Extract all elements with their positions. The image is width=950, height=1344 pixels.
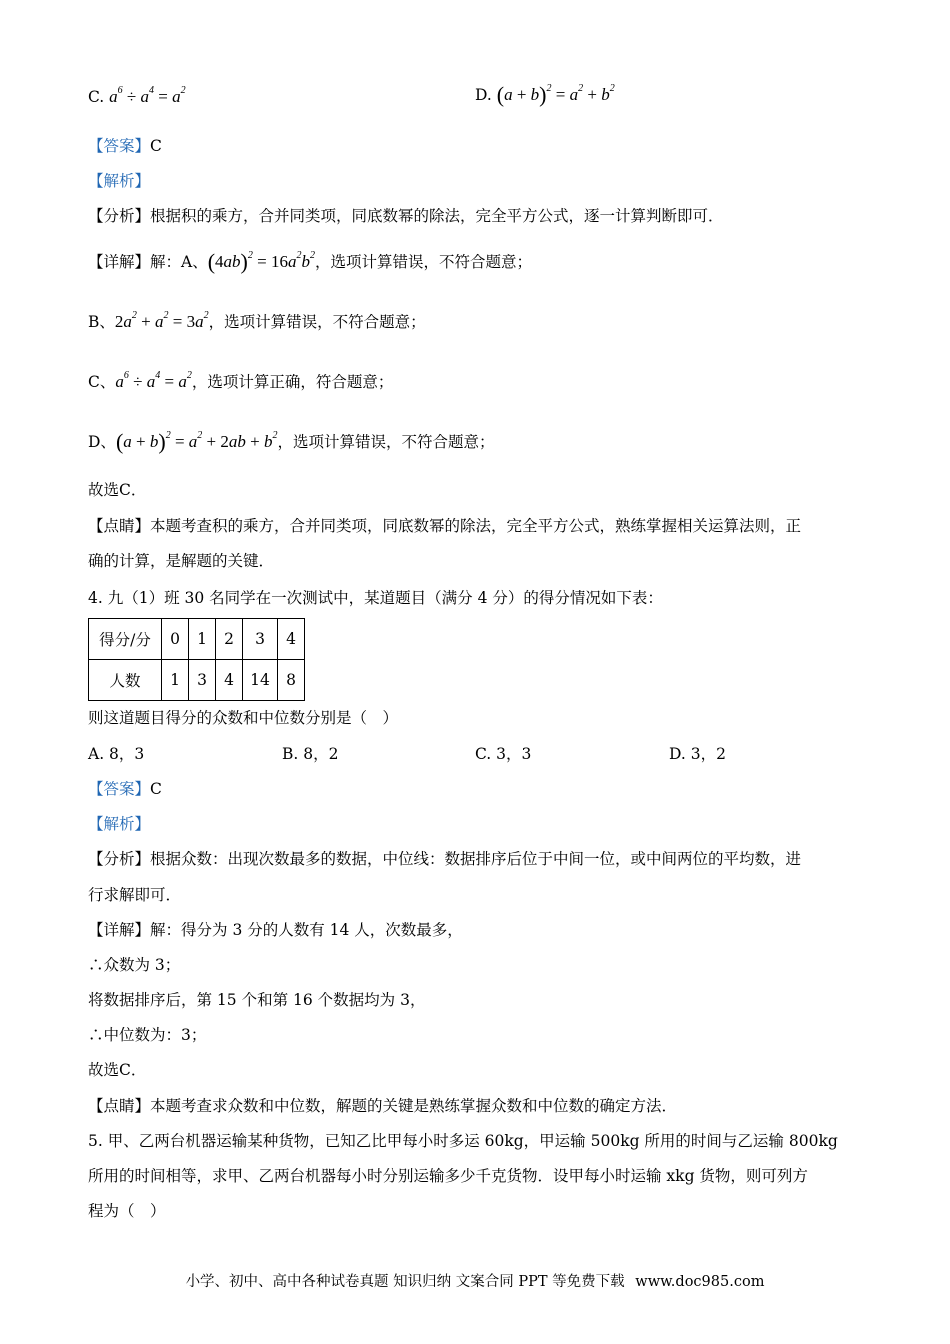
formula-detail-b: $2a^2 + a^2 = 3a^2$ <box>114 310 209 331</box>
table-cell: 4 <box>278 619 305 660</box>
table-cell: 8 <box>278 660 305 701</box>
q3-detail-d: D、$(a + b)^2 = a^2 + 2ab + b^2$，选项计算错误，不符合题意； <box>88 429 495 454</box>
formula-option-d: $(a + b)^2 = a^2 + b^2$ <box>496 82 615 107</box>
q4-detail-line2: ∴众数为 3； <box>88 956 181 974</box>
q3-fenxi: 【分析】根据积的乘方，合并同类项，同底数幂的除法，完全平方公式，逐一计算判断即可． <box>88 207 724 225</box>
q4-option-a: A. 8，3 <box>88 745 145 763</box>
q4-analysis-heading: 【解析】 <box>88 815 151 833</box>
q5-line1: 5. 甲、乙两台机器运输某种货物，已知乙比甲每小时多运 60kg，甲运输 500kg 所用的时间与乙运输 800kg <box>88 1132 838 1150</box>
answer-tag: 【答案】 <box>88 780 151 798</box>
formula-detail-a: $(4ab)^2 = 16a^2b^2$ <box>207 249 315 274</box>
table-cell: 1 <box>189 619 216 660</box>
q4-option-b: B. 8，2 <box>282 745 339 763</box>
table-cell: 2 <box>216 619 243 660</box>
score-table <box>88 618 305 701</box>
q3-detail-a: 【详解】解：A、$(4ab)^2 = 16a^2b^2$，选项计算错误，不符合题意； <box>88 249 532 274</box>
q3-detail-b: B、$2a^2 + a^2 = 3a^2$，选项计算错误，不符合题意； <box>88 310 426 331</box>
q3-comment-line1: 【点睛】本题考查积的乘方，合并同类项，同底数幂的除法，完全平方公式，熟练掌握相关运算法则，正 <box>88 517 802 535</box>
q4-comment: 【点睛】本题考查求众数和中位数，解题的关键是熟练掌握众数和中位数的确定方法． <box>88 1097 678 1115</box>
footer-link[interactable]: www.doc985.com <box>635 1274 765 1290</box>
footer-text: 小学、初中、高中各种试卷真题 知识归纳 文案合同 PPT 等免费下载 <box>185 1274 625 1290</box>
page-footer <box>0 1270 950 1291</box>
table-cell: 4 <box>216 660 243 701</box>
q4-detail-line1: 【详解】解：得分为 3 分的人数有 14 人，次数最多， <box>88 921 463 939</box>
q5-line3: 程为（ ） <box>88 1202 166 1220</box>
q4-stem: 4. 九（1）班 30 名同学在一次测试中，某道题目（满分 4 分）的得分情况如下表： <box>88 589 663 607</box>
q4-answer: 【答案】C <box>88 780 162 798</box>
q3-answer: 【答案】C <box>88 137 162 155</box>
formula-detail-c: $a^6 \div a^4 = a^2$ <box>115 370 192 391</box>
q4-detail-line4: ∴中位数为：3； <box>88 1026 207 1044</box>
q4-question: 则这道题目得分的众数和中位数分别是（ ） <box>88 709 399 727</box>
table-cell: 14 <box>243 660 278 701</box>
q4-option-c: C. 3，3 <box>475 745 532 763</box>
table-row <box>89 619 305 660</box>
q3-analysis-heading: 【解析】 <box>88 172 151 190</box>
q5-line2: 所用的时间相等，求甲、乙两台机器每小时分别运输多少千克货物．设甲每小时运输 xkg 货物，则可列方 <box>88 1167 808 1185</box>
q4-conclusion: 故选C． <box>88 1061 147 1079</box>
table-header-cell: 人数 <box>89 660 162 701</box>
q3-detail-c: C、$a^6 \div a^4 = a^2$，选项计算正确，符合题意； <box>88 370 394 391</box>
q3-comment-line2: 确的计算，是解题的关键． <box>88 552 275 570</box>
formula-option-c: $a^6 \div a^4 = a^2$ <box>109 85 186 106</box>
option-d: D. $(a + b)^2 = a^2 + b^2$ <box>475 82 615 107</box>
formula-detail-d: $(a + b)^2 = a^2 + 2ab + b^2$ <box>115 429 278 454</box>
table-cell: 0 <box>162 619 189 660</box>
table-cell: 3 <box>243 619 278 660</box>
q4-detail-line3: 将数据排序后，第 15 个和第 16 个数据均为 3， <box>88 991 426 1009</box>
q4-option-d: D. 3，2 <box>669 745 726 763</box>
table-cell: 3 <box>189 660 216 701</box>
q4-fenxi-line2: 行求解即可． <box>88 886 182 904</box>
q3-conclusion: 故选C． <box>88 481 147 499</box>
table-header-cell: 得分/分 <box>89 619 162 660</box>
table-cell: 1 <box>162 660 189 701</box>
option-c: C. $a^6 \div a^4 = a^2$ <box>88 85 186 106</box>
table-row <box>89 660 305 701</box>
answer-tag: 【答案】 <box>88 137 151 155</box>
q4-fenxi-line1: 【分析】根据众数：出现次数最多的数据，中位线：数据排序后位于中间一位，或中间两位的平均数，进 <box>88 850 802 868</box>
